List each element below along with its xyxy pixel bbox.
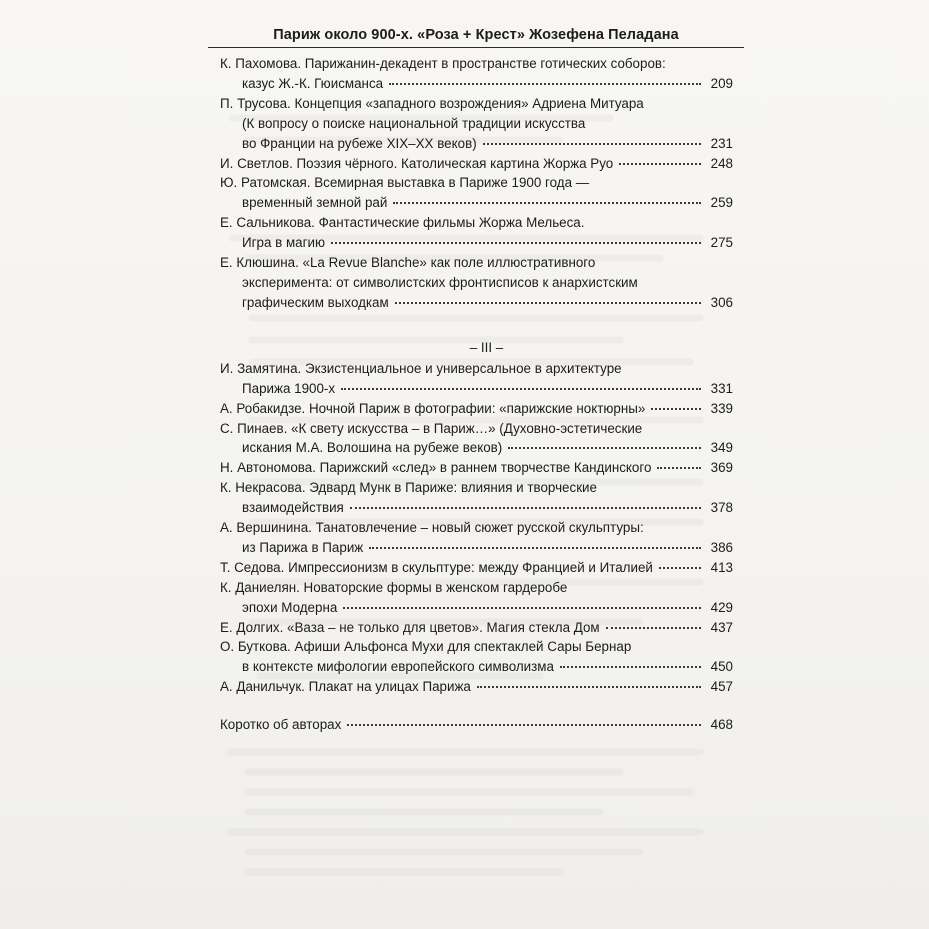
header-rule (208, 47, 744, 48)
toc-page-number: 275 (710, 235, 733, 251)
dot-leader (651, 408, 701, 410)
toc-entry (220, 478, 733, 518)
dot-leader (389, 83, 701, 85)
toc-entry (220, 54, 733, 94)
section-heading-III: – III – (469, 339, 504, 355)
toc-entry (220, 154, 733, 174)
toc-entry (220, 359, 733, 399)
toc-entry-text: А. Робакидзе. Ночной Париж в фотографии: «парижские ноктюрны» (220, 400, 646, 416)
toc-entry-text: А. Вершинина. Танатовлечение – новый сюжет русской скульптуры: (220, 520, 644, 536)
toc-entry (220, 94, 733, 154)
dot-leader (350, 507, 701, 509)
dot-leader (483, 143, 701, 145)
toc-entry-text: О. Буткова. Афиши Альфонса Мухи для спектаклей Сары Бернар (220, 639, 632, 655)
toc-entry (220, 253, 733, 313)
toc-entry-text: А. Данильчук. Плакат на улицах Парижа (220, 679, 471, 695)
toc-page-number: 231 (710, 135, 733, 151)
toc-entry-text: Парижа 1900-х (242, 380, 336, 396)
dot-leader (477, 686, 701, 688)
dot-leader (343, 607, 701, 609)
toc-page-number: 248 (710, 155, 733, 171)
dot-leader (341, 388, 701, 390)
toc-entry-text: в контексте мифологии европейского символизма (242, 659, 554, 675)
toc-entry (220, 518, 733, 558)
toc-page-number: 457 (710, 679, 733, 695)
toc-page-number: 386 (710, 539, 733, 555)
toc-entry (220, 637, 733, 677)
toc-page-number: 349 (710, 440, 733, 456)
dot-leader (369, 547, 701, 549)
toc-about-authors (220, 715, 733, 735)
running-head: Париж около 900-х. «Роза + Крест» Жозефена Пеладана (273, 27, 679, 43)
dot-leader (395, 302, 701, 304)
toc-entry-text: эпохи Модерна (242, 599, 338, 615)
toc-entry (220, 677, 733, 697)
toc-entry-text: Е. Клюшина. «La Revue Blanche» как поле иллюстративного (220, 255, 596, 271)
toc-entry (220, 558, 733, 578)
toc-entry-text: взаимодействия (242, 500, 344, 516)
toc-entry-text: К. Некрасова. Эдвард Мунк в Париже: влияния и творческие (220, 480, 597, 496)
toc-page-number: 437 (710, 619, 733, 635)
toc-entry-text: И. Светлов. Поэзия чёрного. Католическая картина Жоржа Руо (220, 155, 614, 171)
toc-entry-text: Е. Долгих. «Ваза – не только для цветов». Магия стекла Дом (220, 619, 600, 635)
dot-leader (606, 627, 701, 629)
toc-page-number: 413 (710, 559, 733, 575)
toc-entry-text: из Парижа в Париж (242, 539, 364, 555)
toc-entry-text: И. Замятина. Экзистенциальное и универсальное в архитектуре (220, 360, 622, 376)
toc-part-1 (220, 54, 733, 313)
toc-entry-text: Т. Седова. Импрессионизм в скульптуре: между Францией и Италией (220, 559, 653, 575)
toc-page-number: 369 (710, 460, 733, 476)
toc-entry (220, 213, 733, 253)
dot-leader (331, 242, 701, 244)
toc-page-number: 450 (710, 659, 733, 675)
toc-entry-text: Е. Сальникова. Фантастические фильмы Жоржа Мельеса. (220, 215, 585, 231)
toc-entry-text: эксперимента: от символистских фронтисписов к анархистским (242, 274, 638, 290)
dot-leader (347, 724, 701, 726)
toc-entry-text: (К вопросу о поиске национальной традиции искусства (242, 115, 586, 131)
toc-part-3 (220, 359, 733, 697)
toc-entry (220, 399, 733, 419)
toc-entry-text: Коротко об авторах (220, 717, 342, 733)
dot-leader (393, 202, 701, 204)
dot-leader (619, 163, 701, 165)
toc-page-number: 339 (710, 400, 733, 416)
toc-entry (220, 618, 733, 638)
toc-entry-text: искания М.А. Волошина на рубеже веков) (242, 440, 503, 456)
toc-entry-text: П. Трусова. Концепция «западного возрождения» Адриена Митуара (220, 95, 644, 111)
toc-page-number: 306 (710, 294, 733, 310)
toc-entry-text: Ю. Ратомская. Всемирная выставка в Париже 1900 года — (220, 175, 590, 191)
toc-entry-text: Игра в магию (242, 235, 326, 251)
dot-leader (657, 467, 701, 469)
toc-entry-text: К. Пахомова. Парижанин-декадент в пространстве готических соборов: (220, 56, 666, 71)
toc-entry-text: С. Пинаев. «К свету искусства – в Париж…» (Духовно-эстетические (220, 420, 643, 436)
dot-leader (659, 567, 701, 569)
toc-entry-text: К. Даниелян. Новаторские формы в женском гардеробе (220, 579, 568, 595)
toc-page-number: 429 (710, 599, 733, 615)
toc-entry (220, 458, 733, 478)
toc-entry-text: Н. Автономова. Парижский «след» в раннем творчестве Кандинского (220, 460, 652, 476)
table-of-contents (220, 54, 733, 735)
toc-entry (220, 578, 733, 618)
toc-entry-text: во Франции на рубеже XIX–XX веков) (242, 135, 477, 151)
toc-entry-text: казус Ж.-К. Гюисманса (242, 75, 384, 91)
toc-entry (220, 715, 733, 735)
toc-page-number: 209 (710, 75, 733, 91)
toc-page-number: 259 (710, 195, 733, 211)
toc-page-number: 468 (710, 717, 733, 733)
toc-entry-text: временный земной рай (242, 195, 388, 211)
dot-leader (508, 447, 701, 449)
toc-entry (220, 419, 733, 459)
toc-page-number: 378 (710, 500, 733, 516)
toc-entry-text: графическим выходкам (242, 294, 389, 310)
toc-entry (220, 173, 733, 213)
dot-leader (560, 666, 701, 668)
toc-page-number: 331 (710, 380, 733, 396)
